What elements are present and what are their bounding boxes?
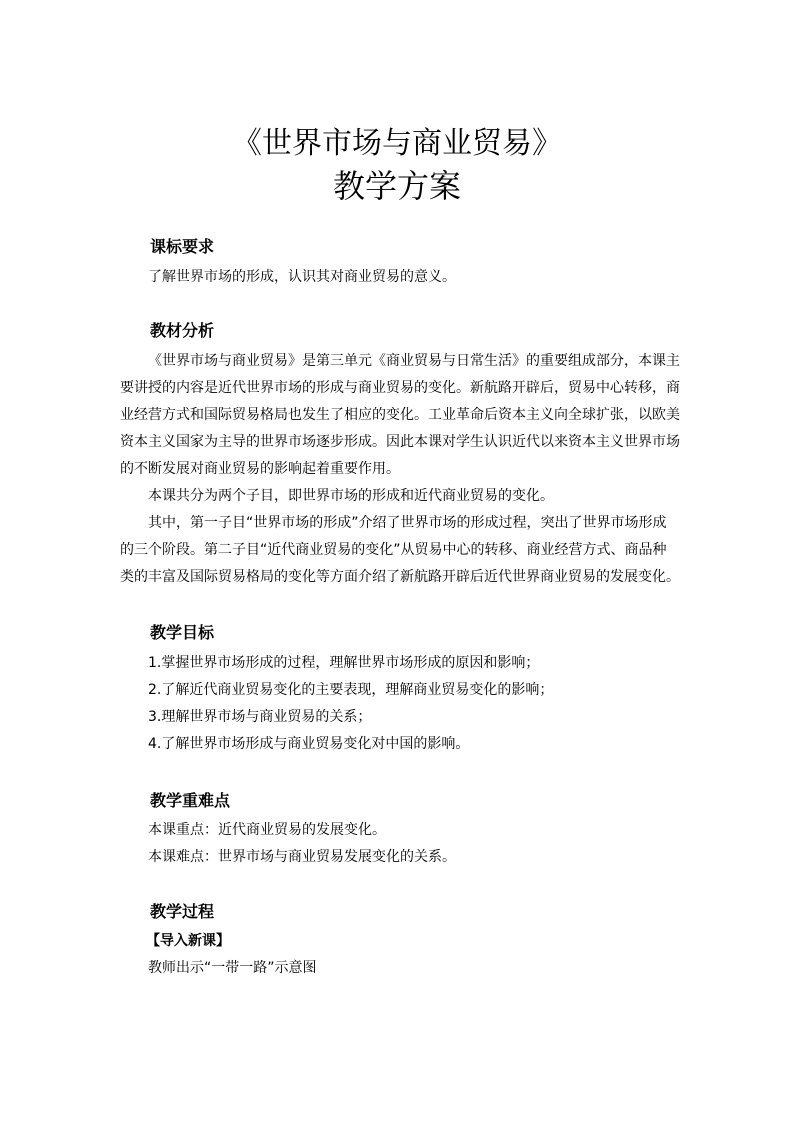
analysis-line: 类的丰富及国际贸易格局的变化等方面介绍了新航路开辟后近代世界商业贸易的发展变化。 — [120, 569, 680, 585]
analysis-line: 本课共分为两个子目，即世界市场的形成和近代商业贸易的变化。 — [148, 488, 554, 504]
analysis-line: 资本主义国家为主导的世界市场逐步形成。因此本课对学生认识近代以来资本主义世界市场 — [120, 434, 680, 450]
intro-label: 【导入新课】 — [146, 933, 230, 949]
section-heading-objectives: 教学目标 — [150, 623, 215, 642]
section-heading-standard: 课标要求 — [150, 237, 215, 256]
document-subtitle: 教学方案 — [332, 167, 461, 205]
objective-item: 2.了解近代商业贸易变化的主要表现，理解商业贸易变化的影响； — [148, 682, 554, 698]
analysis-line: 的不断发展对商业贸易的影响起着重要作用。 — [120, 461, 400, 477]
section-heading-process: 教学过程 — [150, 902, 215, 921]
analysis-line: 《世界市场与商业贸易》是第三单元《商业贸易与日常生活》的重要组成部分，本课主 — [148, 353, 680, 369]
objective-item: 3.理解世界市场与商业贸易的关系； — [148, 709, 372, 725]
key-point-focus: 本课重点：近代商业贸易的发展变化。 — [148, 822, 386, 838]
analysis-line: 业经营方式和国际贸易格局也发生了相应的变化。工业革命后资本主义向全球扩张，以欧美 — [120, 407, 680, 423]
objective-item: 1.掌握世界市场形成的过程，理解世界市场形成的原因和影响； — [148, 655, 540, 671]
section-heading-key-points: 教学重难点 — [150, 791, 231, 810]
standard-text: 了解世界市场的形成，认识其对商业贸易的意义。 — [148, 269, 456, 285]
analysis-line: 要讲授的内容是近代世界市场的形成与商业贸易的变化。新航路开辟后，贸易中心转移，商 — [120, 380, 680, 396]
key-point-difficulty: 本课难点：世界市场与商业贸易发展变化的关系。 — [148, 849, 456, 865]
objective-item: 4.了解世界市场形成与商业贸易变化对中国的影响。 — [148, 736, 470, 752]
analysis-line: 其中，第一子目“世界市场的形成”介绍了世界市场的形成过程，突出了世界市场形成 — [148, 515, 667, 531]
analysis-line: 的三个阶段。第二子目“近代商业贸易的变化”从贸易中心的转移、商业经营方式、商品种 — [120, 542, 667, 558]
document-title: 《世界市场与商业贸易》 — [232, 126, 562, 161]
intro-text: 教师出示“一带一路”示意图 — [148, 960, 317, 976]
section-heading-analysis: 教材分析 — [150, 321, 215, 340]
